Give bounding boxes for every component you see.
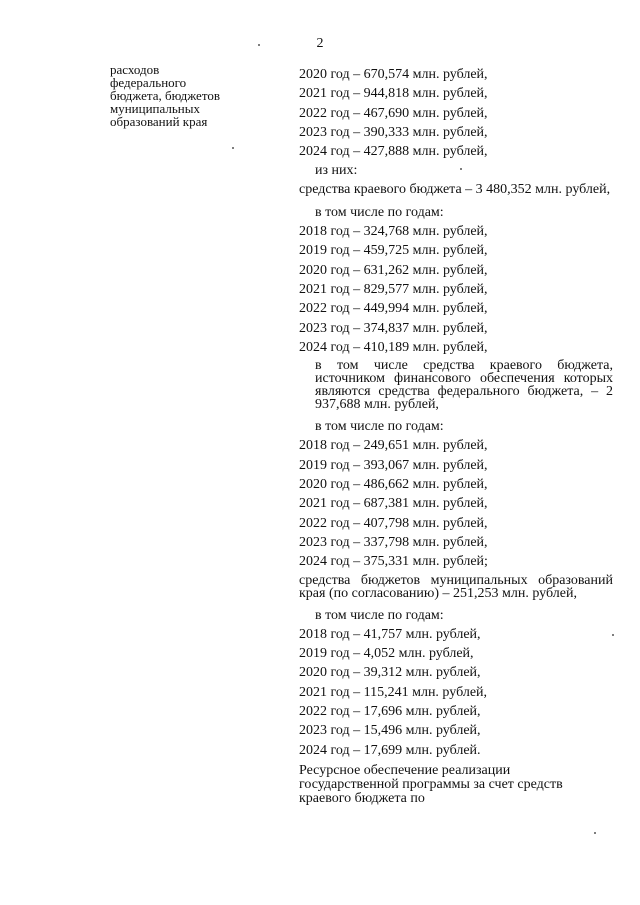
municipal-year-line: 2022 год – 17,696 млн. рублей, bbox=[299, 704, 481, 720]
row-label-line: образований края bbox=[110, 114, 208, 129]
page-number: 2 bbox=[316, 36, 324, 51]
by-years-label: в том числе по годам: bbox=[315, 204, 444, 220]
regional-year-line: 2020 год – 631,262 млн. рублей, bbox=[299, 262, 488, 278]
row-label-line: федерального bbox=[110, 75, 187, 90]
final-paragraph: Ресурсное обеспечение реализации государственной программы за счет средств краевого бюджета по bbox=[299, 762, 563, 806]
regional-year-line: 2023 год – 374,837 млн. рублей, bbox=[299, 320, 488, 336]
regional-federal-source: в том числе средства краевого бюджета, источником финансового обеспечения которых являются средства федерального бюджета, – 2 937,688 млн. рублей, bbox=[315, 358, 613, 413]
municipal-budget-total: средства бюджетов муниципальных образований края (по согласованию) – 251,253 млн. рублей, bbox=[299, 572, 613, 601]
municipal-year-line: 2021 год – 115,241 млн. рублей, bbox=[299, 684, 488, 700]
row-label-line: муниципальных bbox=[110, 101, 201, 116]
regional-year-line: 2018 год – 324,768 млн. рублей, bbox=[299, 224, 488, 240]
regional-federal-year-line: 2023 год – 337,798 млн. рублей, bbox=[299, 534, 488, 550]
municipal-year-line: 2023 год – 15,496 млн. рублей, bbox=[299, 723, 481, 739]
by-years-label: в том числе по годам: bbox=[315, 419, 444, 435]
regional-year-line: 2024 год – 410,189 млн. рублей, bbox=[299, 339, 488, 355]
municipal-year-line: 2024 год – 17,699 млн. рублей. bbox=[299, 742, 481, 758]
federal-year-line: 2020 год – 670,574 млн. рублей, bbox=[299, 67, 488, 82]
scan-speck bbox=[612, 634, 614, 636]
row-label bbox=[110, 63, 280, 128]
regional-federal-year-line: 2021 год – 687,381 млн. рублей, bbox=[299, 496, 488, 512]
by-years-label: в том числе по годам: bbox=[315, 607, 444, 623]
municipal-year-line: 2018 год – 41,757 млн. рублей, bbox=[299, 626, 481, 642]
federal-year-line: 2023 год – 390,333 млн. рублей, bbox=[299, 124, 488, 140]
scan-speck bbox=[460, 168, 462, 170]
regional-federal-year-line: 2022 год – 407,798 млн. рублей, bbox=[299, 515, 488, 531]
regional-year-line: 2022 год – 449,994 млн. рублей, bbox=[299, 301, 488, 317]
scan-speck bbox=[594, 832, 596, 834]
regional-budget-total: средства краевого бюджета – 3 480,352 млн. рублей, bbox=[299, 181, 611, 197]
row-label-line: расходов bbox=[110, 62, 160, 77]
funding-details bbox=[299, 65, 613, 812]
federal-year-line: 2022 год – 467,690 млн. рублей, bbox=[299, 105, 488, 121]
regional-federal-year-line: 2020 год – 486,662 млн. рублей, bbox=[299, 477, 488, 493]
row-label-line: бюджета, бюджетов bbox=[110, 88, 220, 103]
municipal-year-line: 2020 год – 39,312 млн. рублей, bbox=[299, 665, 481, 681]
municipal-year-line: 2019 год – 4,052 млн. рублей, bbox=[299, 646, 474, 662]
federal-year-line: 2021 год – 944,818 млн. рублей, bbox=[299, 86, 488, 102]
scan-speck bbox=[232, 147, 234, 149]
regional-year-line: 2019 год – 459,725 млн. рублей, bbox=[299, 243, 488, 259]
federal-year-line: 2024 год – 427,888 млн. рублей, bbox=[299, 144, 488, 160]
regional-federal-year-line: 2019 год – 393,067 млн. рублей, bbox=[299, 457, 488, 473]
regional-federal-year-line: 2024 год – 375,331 млн. рублей; bbox=[299, 554, 488, 570]
scan-speck bbox=[258, 44, 260, 46]
iz-nikh-label: из них: bbox=[315, 163, 358, 179]
regional-federal-year-line: 2018 год – 249,651 млн. рублей, bbox=[299, 438, 488, 454]
regional-year-line: 2021 год – 829,577 млн. рублей, bbox=[299, 281, 488, 297]
